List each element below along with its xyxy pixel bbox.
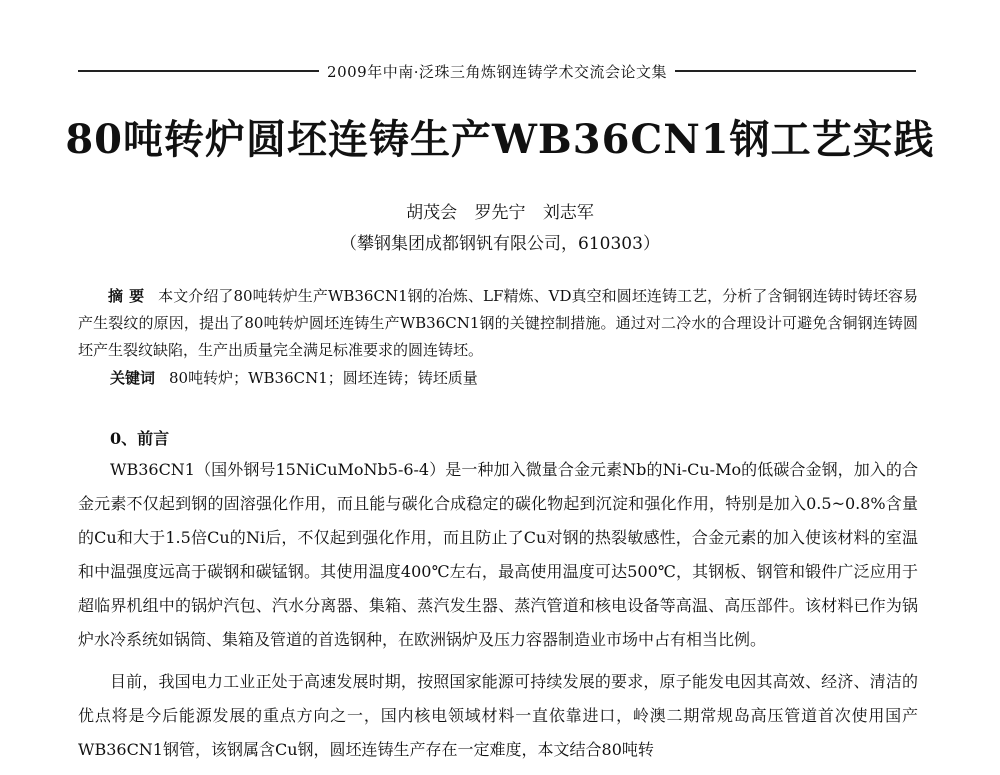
running-title: 2009年中南·泛珠三角炼钢连铸学术交流会论文集 (327, 62, 667, 81)
abstract-text: 本文介绍了80吨转炉生产WB36CN1钢的冶炼、LF精炼、VD真空和圆坯连铸工艺，分析了含铜钢连铸时铸坯容易产生裂纹的原因，提出了80吨转炉圆坯连铸生产WB36CN1钢的关键控制措施。通过对二冷水的合理设计可避免含铜钢连铸圆坯产生裂纹缺陷，生产出质量完全满足标准要求的圆连铸坯。 (78, 287, 918, 359)
keywords-label: 关键词 (110, 369, 156, 387)
author-list: 胡茂会 罗先宁 刘志军 (406, 203, 594, 223)
body-text (78, 453, 918, 775)
abstract-label: 摘要 (108, 287, 151, 305)
abstract-block (78, 283, 918, 364)
running-header (78, 60, 916, 82)
abstract-paragraph (78, 283, 918, 364)
section-heading: 0、前言 (110, 429, 170, 448)
keywords-text: 80吨转炉；WB36CN1；圆坯连铸；铸坯质量 (169, 369, 478, 387)
header-rule-right (675, 70, 916, 72)
keywords-line (110, 365, 920, 392)
body-paragraph: WB36CN1（国外钢号15NiCuMoNb5-6-4）是一种加入微量合金元素Nb的Ni-Cu-Mo的低碳合金钢，加入的合金元素不仅起到钢的固溶强化作用，而且能与碳化合成稳定的碳化物起到沉淀和强化作用，特别是加入0.5~0.8%含量的Cu和大于1.5倍Cu的Ni后，不仅起到强化作用，而且防止了Cu对钢的热裂敏感性，合金元素的加入使该材料的室温和中温强度远高于碳钢和碳锰钢。其使用温度400℃左右，最高使用温度可达500℃，其钢板、钢管和锻件广泛应用于超临界机组中的锅炉汽包、汽水分离器、集箱、蒸汽发生器、蒸汽管道和核电设备等高温、高压部件。该材料已作为锅炉水冷系统如锅筒、集箱及管道的首选钢种，在欧洲锅炉及压力容器制造业市场中占有相当比例。 (78, 460, 918, 649)
paper-title: 80吨转炉圆坯连铸生产WB36CN1钢工艺实践 (65, 116, 935, 163)
body-paragraph: 目前，我国电力工业正处于高速发展时期，按照国家能源可持续发展的要求，原子能发电因其高效、经济、清洁的优点将是今后能源发展的重点方向之一，国内核电领域材料一直依靠进口，岭澳二期常规岛高压管道首次使用国产WB36CN1钢管，该钢属含Cu钢，圆坯连铸生产存在一定难度，本文结合80吨转 (78, 672, 918, 759)
affiliation: （攀钢集团成都钢钒有限公司，610303） (340, 234, 660, 254)
header-rule-left (78, 70, 319, 72)
